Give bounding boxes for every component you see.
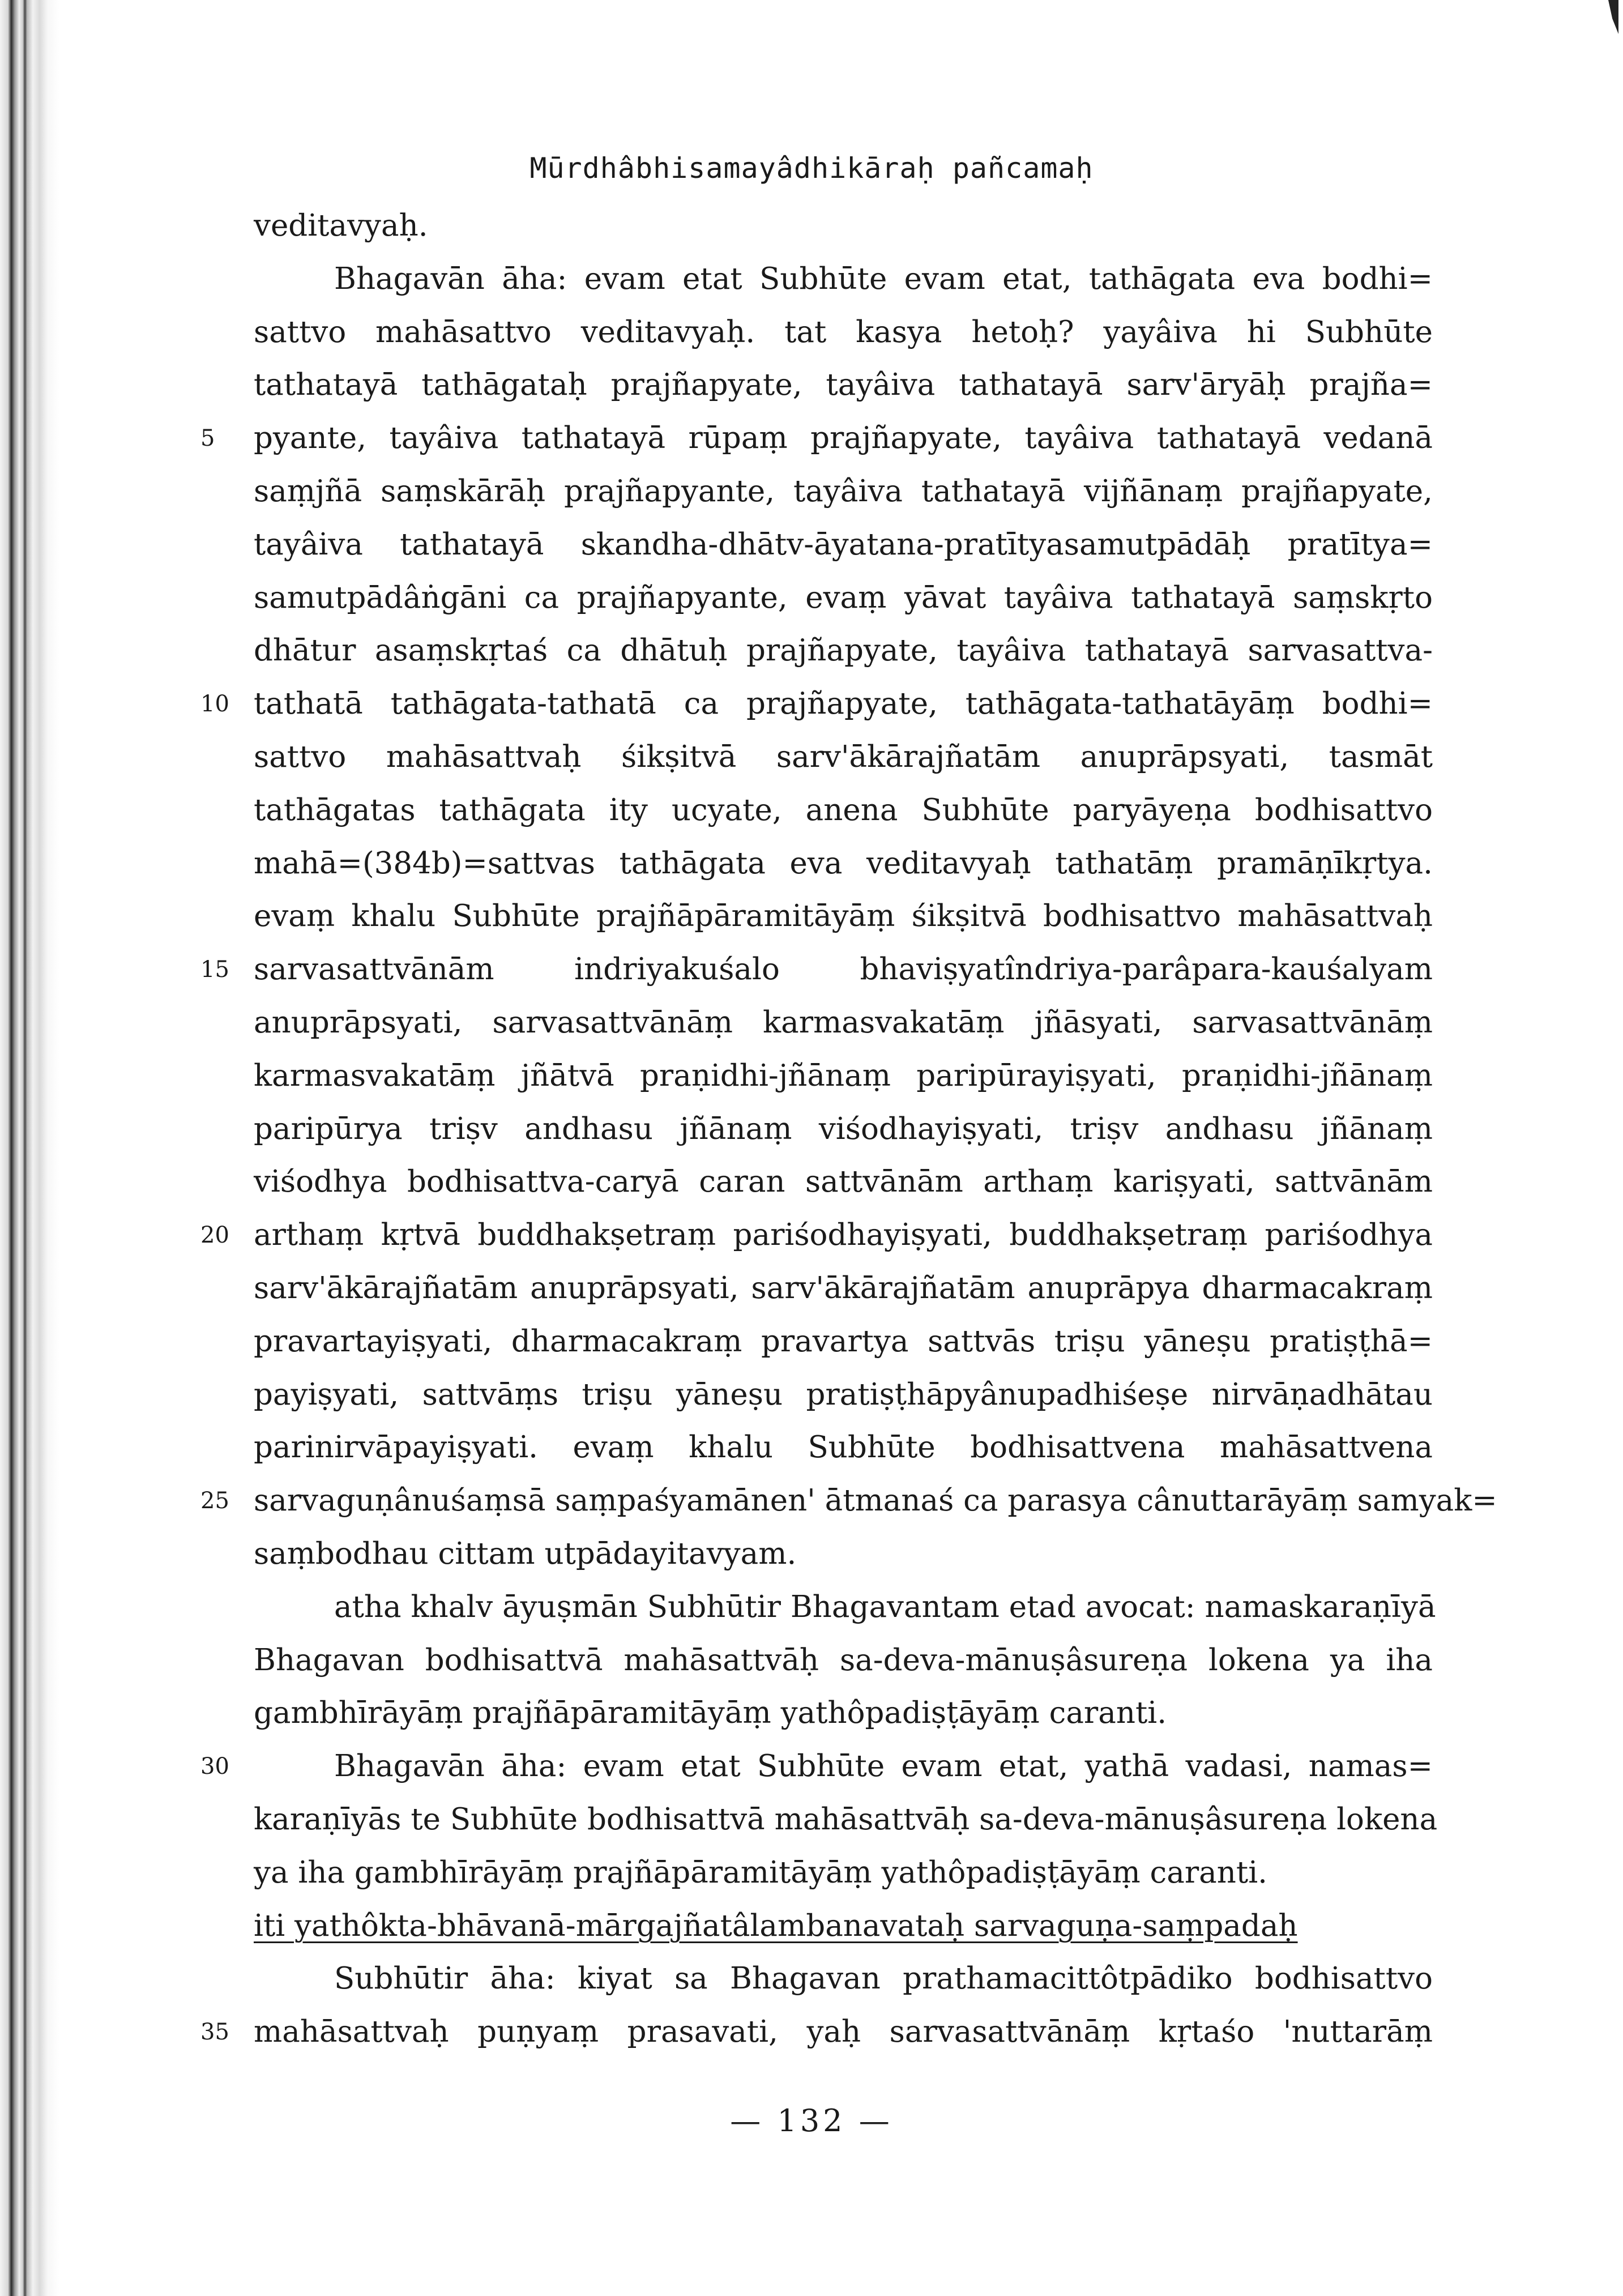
text-line-content: pravartayiṣyati, dharmacakraṃ pravartya sattvās triṣu yāneṣu pratiṣṭhā= [254, 1324, 1433, 1359]
text-line-content: parinirvāpayiṣyati. evaṃ khalu Subhūte bodhisattvena mahāsattvena [254, 1430, 1433, 1465]
text-line-content: evaṃ khalu Subhūte prajñāpāramitāyāṃ śikṣitvā bodhisattvo mahāsattvaḥ [254, 899, 1433, 933]
text-line [254, 996, 1433, 1049]
text-line [254, 306, 1433, 359]
scan-binding-edge [0, 0, 59, 2296]
text-line [334, 1952, 1433, 2005]
text-line-content: iti yathôkta-bhāvanā-mārgajñatâlambanavataḥ sarvaguṇa-saṃpadaḥ [254, 1909, 1298, 1943]
text-line-content: karmasvakatāṃ jñātvā praṇidhi-jñānaṃ paripūrayiṣyati, praṇidhi-jñānaṃ [254, 1059, 1433, 1093]
text-line-content: Bhagavān āha: evam etat Subhūte evam etat, tathāgata eva bodhi= [334, 262, 1433, 296]
text-line-content: anuprāpsyati, sarvasattvānāṃ karmasvakatāṃ jñāsyati, sarvasattvānāṃ [254, 1005, 1433, 1040]
text-line [254, 1315, 1433, 1368]
text-line [254, 2005, 1433, 2059]
text-line [254, 837, 1433, 890]
line-number: 5 [200, 425, 215, 451]
text-line [254, 1368, 1433, 1422]
scan-corner-mark [1608, 0, 1618, 34]
text-line-content: sarvasattvānām indriyakuśalo bhaviṣyatîndriya-parâpara-kauśalyam [254, 952, 1433, 987]
text-line [254, 1155, 1433, 1209]
text-line [254, 1209, 1433, 1262]
text-line-content: mahā=(384b)=sattvas tathāgata eva veditavyaḥ tathatāṃ pramāṇīkṛtya. [254, 846, 1433, 881]
text-line [254, 1687, 1433, 1740]
line-number: 15 [200, 957, 229, 983]
text-line-content: tathāgatas tathāgata ity ucyate, anena Subhūte paryāyeṇa bodhisattvo [254, 793, 1433, 827]
text-line [254, 412, 1433, 465]
text-line-content: saṃjñā saṃskārāḥ prajñapyante, tayâiva tathatayā vijñānaṃ prajñapyate, [254, 474, 1433, 509]
text-line-content: pyante, tayâiva tathatayā rūpaṃ prajñapyate, tayâiva tathatayā vedanā [254, 421, 1433, 455]
text-line [254, 518, 1433, 571]
text-line [254, 890, 1433, 943]
text-line [254, 199, 428, 253]
text-line [254, 1793, 1438, 1846]
line-number: 35 [200, 2019, 229, 2045]
text-line [254, 731, 1433, 784]
text-line [254, 624, 1433, 677]
text-line-content: Subhūtir āha: kiyat sa Bhagavan prathamacittôtpādiko bodhisattvo [334, 1961, 1433, 1996]
text-line-content: payiṣyati, sattvāṃs triṣu yāneṣu pratiṣṭhāpyânupadhiśeṣe nirvāṇadhātau [254, 1377, 1433, 1412]
text-line-content: viśodhya bodhisattva-caryā caran sattvānām arthaṃ kariṣyati, sattvānām [254, 1164, 1433, 1199]
page-number: — 132 — [730, 2103, 893, 2139]
text-line [254, 1527, 1433, 1581]
text-line-content: Bhagavān āha: evam etat Subhūte evam etat, yathā vadasi, namas= [334, 1749, 1433, 1783]
text-line [334, 1581, 1436, 1634]
text-line-content: gambhīrāyāṃ prajñāpāramitāyāṃ yathôpadiṣṭāyāṃ caranti. [254, 1696, 1167, 1730]
text-line [254, 571, 1433, 625]
text-line [254, 943, 1433, 996]
line-number: 30 [200, 1753, 229, 1779]
text-line [334, 253, 1433, 306]
text-line [254, 784, 1433, 837]
text-line-content: Bhagavan bodhisattvā mahāsattvāḥ sa-deva-mānuṣâsureṇa lokena ya iha [254, 1643, 1433, 1678]
text-line [254, 465, 1433, 518]
text-line-content: ya iha gambhīrāyāṃ prajñāpāramitāyāṃ yathôpadiṣṭāyāṃ caranti. [254, 1855, 1267, 1890]
text-line-content: tathatā tathāgata-tathatā ca prajñapyate, tathāgata-tathatāyāṃ bodhi= [254, 686, 1433, 721]
text-line-content: samutpādâṅgāni ca prajñapyante, evaṃ yāvat tayâiva tathatayā saṃskṛto [254, 581, 1433, 615]
text-line [254, 1900, 1433, 1953]
text-line-content: veditavyaḥ. [254, 208, 428, 243]
text-line-content: sarv'ākārajñatām anuprāpsyati, sarv'ākārajñatām anuprāpya dharmacakraṃ [254, 1271, 1433, 1305]
running-header: Mūrdhâbhisamayâdhikāraḥ pañcamaḥ [529, 152, 1094, 185]
line-number: 20 [200, 1222, 229, 1248]
text-line [254, 1846, 1433, 1900]
text-line [254, 359, 1433, 412]
text-line [254, 1474, 1497, 1527]
text-line [254, 1421, 1433, 1474]
text-line-content: tathatayā tathāgataḥ prajñapyate, tayâiva tathatayā sarv'āryāḥ prajña= [254, 368, 1433, 402]
text-line [334, 1740, 1433, 1793]
text-line [254, 677, 1433, 731]
text-line-content: atha khalv āyuṣmān Subhūtir Bhagavantam etad avocat: namaskaraṇīyā [334, 1590, 1436, 1624]
text-line-content: mahāsattvaḥ puṇyaṃ prasavati, yaḥ sarvasattvānāṃ kṛtaśo 'nuttarāṃ [254, 2015, 1433, 2049]
text-line [254, 1103, 1433, 1156]
text-line-content: sattvo mahāsattvo veditavyaḥ. tat kasya hetoḥ? yayâiva hi Subhūte [254, 315, 1433, 349]
text-line-content: paripūrya triṣv andhasu jñānaṃ viśodhayiṣyati, triṣv andhasu jñānaṃ [254, 1112, 1433, 1146]
text-line-content: saṃbodhau cittam utpādayitavyam. [254, 1537, 797, 1571]
text-line-content: arthaṃ kṛtvā buddhakṣetraṃ pariśodhayiṣyati, buddhakṣetraṃ pariśodhya [254, 1218, 1433, 1252]
text-line-content: karaṇīyās te Subhūte bodhisattvā mahāsattvāḥ sa-deva-mānuṣâsureṇa lokena [254, 1802, 1438, 1837]
text-line-content: dhātur asaṃskṛtaś ca dhātuḥ prajñapyate, tayâiva tathatayā sarvasattva- [254, 633, 1433, 668]
text-line [254, 1262, 1433, 1315]
text-line [254, 1049, 1433, 1103]
text-line [254, 1634, 1433, 1687]
text-line-content: sattvo mahāsattvaḥ śikṣitvā sarv'ākārajñatām anuprāpsyati, tasmāt [254, 740, 1433, 774]
line-number: 10 [200, 691, 229, 717]
line-number: 25 [200, 1488, 229, 1514]
text-line-content: sarvaguṇânuśaṃsā saṃpaśyamānen' ātmanaś ca parasya cânuttarāyāṃ samyak= [254, 1483, 1497, 1518]
text-line-content: tayâiva tathatayā skandha-dhātv-āyatana-pratītyasamutpādāḥ pratītya= [254, 527, 1433, 562]
